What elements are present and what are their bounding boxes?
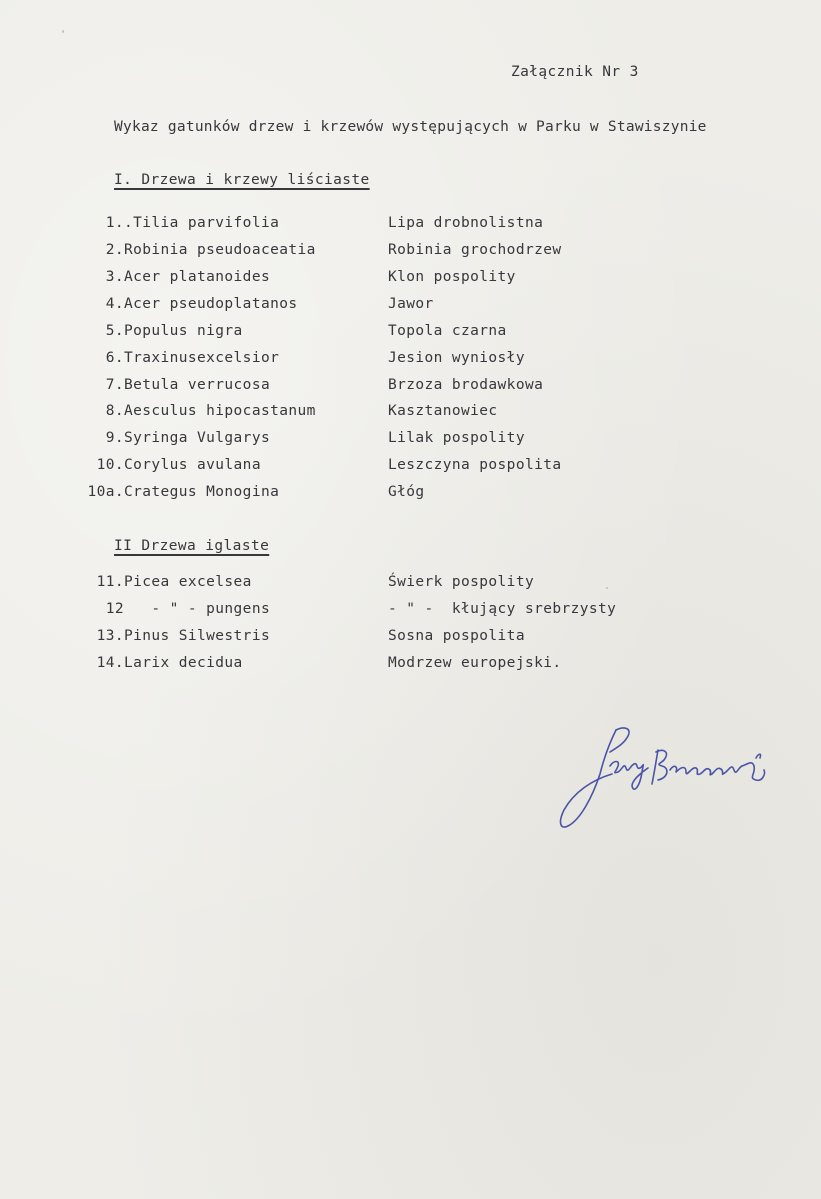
polish-name: Jawor	[388, 296, 434, 312]
polish-name: Lilak pospolity	[388, 430, 525, 446]
polish-name: Jesion wyniosły	[388, 350, 525, 366]
latin-name: Aesculus hipocastanum	[124, 403, 316, 419]
handwritten-signature	[552, 722, 777, 837]
polish-name: Klon pospolity	[388, 269, 516, 285]
attachment-label: Załącznik Nr 3	[511, 64, 639, 80]
list-item	[0, 350, 821, 376]
latin-name: Traxinusexcelsior	[124, 350, 280, 366]
item-number: 6.	[105, 350, 124, 366]
item-number: 7.	[105, 377, 124, 393]
paper-speck	[62, 30, 64, 33]
item-number: 1.	[105, 215, 124, 231]
list-item	[0, 323, 821, 349]
list-item	[0, 430, 821, 456]
item-number: 5.	[105, 323, 124, 339]
polish-name: Brzoza brodawkowa	[388, 377, 544, 393]
latin-name: Acer pseudoplatanos	[124, 296, 298, 312]
list-item	[0, 215, 821, 241]
polish-name: Robinia grochodrzew	[388, 242, 562, 258]
polish-name: Świerk pospolity	[388, 574, 535, 590]
list-item	[0, 242, 821, 268]
list-item	[0, 601, 821, 627]
list-item	[0, 574, 821, 600]
latin-name: Picea excelsea	[124, 574, 252, 590]
list-item	[0, 269, 821, 295]
document-title: Wykaz gatunków drzew i krzewów występujących w Parku w Stawiszynie	[114, 119, 707, 135]
latin-name: Crategus Monogina	[124, 484, 280, 500]
polish-name: Modrzew europejski.	[388, 655, 562, 671]
latin-name: Populus nigra	[124, 323, 243, 339]
polish-name: Leszczyna pospolita	[388, 457, 562, 473]
list-item	[0, 403, 821, 429]
latin-name: Robinia pseudoaceatia	[124, 242, 316, 258]
polish-name: Sosna pospolita	[388, 628, 525, 644]
latin-name: - " - pungens	[124, 601, 271, 617]
section-heading-deciduous: I. Drzewa i krzewy liściaste	[114, 172, 370, 188]
item-number: 2.	[105, 242, 124, 258]
polish-name: Topola czarna	[388, 323, 507, 339]
section-heading-coniferous: II Drzewa iglaste	[114, 538, 270, 554]
latin-name: Syringa Vulgarys	[124, 430, 271, 446]
item-number: 10a.	[87, 484, 124, 500]
latin-name: Acer platanoides	[124, 269, 271, 285]
item-number: 9.	[105, 430, 124, 446]
item-number: 12	[105, 601, 124, 617]
latin-name: Betula verrucosa	[124, 377, 271, 393]
list-item	[0, 457, 821, 483]
list-item	[0, 655, 821, 681]
list-item	[0, 628, 821, 654]
latin-name: .Tilia parvifolia	[124, 215, 280, 231]
list-item	[0, 377, 821, 403]
polish-name: Lipa drobnolistna	[388, 215, 544, 231]
paper-speck	[606, 587, 608, 589]
latin-name: Corylus avulana	[124, 457, 261, 473]
latin-name: Larix decidua	[124, 655, 243, 671]
item-number: 11.	[96, 574, 124, 590]
item-number: 13.	[96, 628, 124, 644]
list-item	[0, 296, 821, 322]
polish-name: - " - kłujący srebrzysty	[388, 601, 617, 617]
item-number: 3.	[105, 269, 124, 285]
polish-name: Głóg	[388, 484, 425, 500]
item-number: 4.	[105, 296, 124, 312]
item-number: 10.	[96, 457, 124, 473]
list-item	[0, 484, 821, 510]
item-number: 8.	[105, 403, 124, 419]
latin-name: Pinus Silwestris	[124, 628, 271, 644]
polish-name: Kasztanowiec	[388, 403, 498, 419]
item-number: 14.	[96, 655, 124, 671]
